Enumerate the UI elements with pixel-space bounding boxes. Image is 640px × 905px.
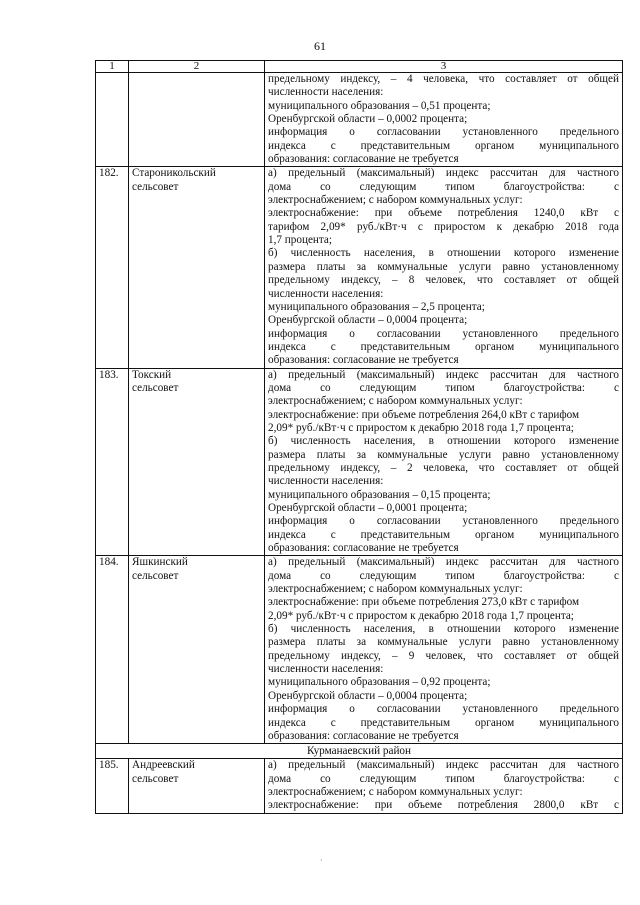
table-row-184	[96, 556, 623, 744]
description-line: индекса с представительным органом муниципального	[268, 716, 619, 729]
description-cell	[265, 73, 623, 167]
description-line: электроснабжением; с набором коммунальных услуг:	[268, 395, 523, 408]
description-line: предельному индексу, – 2 человека, что составляет от общей	[268, 461, 619, 474]
description-line: размера платы за коммунальные услуги равно установленному	[268, 636, 619, 649]
table-row-185	[96, 759, 623, 813]
header-col-1: 1	[96, 61, 129, 73]
description-line: а) предельный (максимальный) индекс рассчитан для частного	[268, 759, 619, 772]
table-row-183	[96, 368, 623, 556]
description-line: образования: согласование не требуется	[268, 354, 459, 367]
description-line: б) численность населения, в отношении которого изменение	[268, 435, 619, 448]
description-cell	[265, 167, 623, 368]
header-col-3: 3	[265, 61, 623, 73]
description-cell	[265, 368, 623, 556]
description-line: электроснабжением; с набором коммунальных услуг:	[268, 583, 523, 596]
description-line: электроснабжение: при объеме потребления 264,0 кВт с тарифом	[268, 408, 580, 421]
description-line: численности населения:	[268, 475, 384, 488]
settlement-name-line: Яшкинский	[132, 556, 188, 569]
description-line: 2,09* руб./кВт·ч с приростом к декабрю 2018 года 1,7 процента;	[268, 609, 574, 622]
description-line: размера платы за коммунальные услуги равно установленному	[268, 260, 619, 273]
settlement-name-line: Староникольский	[132, 167, 216, 180]
description-line: Оренбургской области – 0,0004 процента;	[268, 689, 468, 702]
settlement-name	[129, 368, 265, 556]
description-line: предельному индексу, – 4 человека, что составляет от общей	[268, 73, 619, 85]
description-line: образования: согласование не требуется	[268, 542, 459, 555]
description-line: дома со следующим типом благоустройства: с	[268, 381, 619, 394]
settlement-name	[129, 167, 265, 368]
row-number: 183.	[96, 368, 129, 556]
description-line: 1,7 процента;	[268, 234, 332, 247]
description-line: электроснабжением; с набором коммунальных услуг:	[268, 785, 523, 798]
description-line: образования: согласование не требуется	[268, 729, 459, 742]
description-line: Оренбургской области – 0,0001 процента;	[268, 502, 468, 514]
description-line: б) численность населения, в отношении которого изменение	[268, 247, 619, 260]
description-line: электроснабжение: при объеме потребления 2800,0 кВт с	[268, 799, 619, 812]
description-line: муниципального образования – 0,51 процента;	[268, 99, 491, 112]
description-cell	[265, 759, 623, 813]
settlement-name-line: Токский	[132, 368, 172, 381]
description-line: дома со следующим типом благоустройства: с	[268, 772, 619, 785]
settlement-name	[129, 556, 265, 744]
settlement-cell	[129, 73, 265, 167]
description-line: электроснабжением; с набором коммунальных услуг:	[268, 194, 523, 207]
settlement-name-line: Андреевский	[132, 759, 195, 772]
description-line: размера платы за коммунальные услуги равно установленному	[268, 448, 619, 461]
description-line: муниципального образования – 2,5 процента;	[268, 300, 485, 313]
description-line: предельному индексу, – 9 человек, что составляет от общей	[268, 649, 619, 662]
scan-dot: ·	[320, 856, 323, 865]
header-col-2: 2	[129, 61, 265, 73]
description-line: муниципального образования – 0,92 процента;	[268, 676, 491, 689]
settlement-name	[129, 759, 265, 813]
description-line: электроснабжение: при объеме потребления 1240,0 кВт с	[268, 207, 619, 220]
settlement-type-line: сельсовет	[132, 381, 179, 394]
description-line: электроснабжение: при объеме потребления 273,0 кВт с тарифом	[268, 596, 580, 609]
description-line: а) предельный (максимальный) индекс рассчитан для частного	[268, 368, 619, 381]
description-line: численности населения:	[268, 663, 384, 676]
page-number: 61	[314, 39, 326, 53]
district-row	[96, 744, 623, 759]
description-line: дома со следующим типом благоустройства: с	[268, 569, 619, 582]
description-cell	[265, 556, 623, 744]
settlement-type-line: сельсовет	[132, 180, 179, 193]
description-line: численности населения:	[268, 287, 384, 300]
continuation-row	[96, 73, 623, 167]
description-line: информация о согласовании установленного предельного	[268, 703, 619, 716]
settlement-type-line: сельсовет	[132, 569, 179, 582]
district-heading: Курманаевский район	[96, 744, 623, 759]
description-line: Оренбургской области – 0,0002 процента;	[268, 113, 468, 126]
index-table	[95, 60, 623, 814]
row-number: 184.	[96, 556, 129, 744]
description-line: информация о согласовании установленного предельного	[268, 126, 619, 139]
table-row-182	[96, 167, 623, 368]
description-line: численности населения:	[268, 86, 384, 99]
settlement-type-line: сельсовет	[132, 772, 179, 785]
description-line: индекса с представительным органом муниципального	[268, 139, 619, 152]
description-line: муниципального образования – 0,15 процента;	[268, 488, 491, 501]
description-line: а) предельный (максимальный) индекс рассчитан для частного	[268, 167, 619, 180]
description-line: образования: согласование не требуется	[268, 153, 459, 166]
description-line: 2,09* руб./кВт·ч с приростом к декабрю 2018 года 1,7 процента;	[268, 421, 574, 434]
table-header-row	[96, 61, 623, 73]
description-line: Оренбургской области – 0,0004 процента;	[268, 314, 468, 327]
description-line: тарифом 2,09* руб./кВт·ч с приростом к декабрю 2018 года	[268, 220, 619, 233]
description-line: б) численность населения, в отношении которого изменение	[268, 623, 619, 636]
row-number: 182.	[96, 167, 129, 368]
description-line: индекса с представительным органом муниципального	[268, 528, 619, 541]
description-line: предельному индексу, – 8 человек, что составляет от общей	[268, 274, 619, 287]
row-number-cell	[96, 73, 129, 167]
row-number: 185.	[96, 759, 129, 813]
description-line: индекса с представительным органом муниципального	[268, 340, 619, 353]
description-line: а) предельный (максимальный) индекс рассчитан для частного	[268, 556, 619, 569]
description-line: дома со следующим типом благоустройства: с	[268, 180, 619, 193]
description-line: информация о согласовании установленного предельного	[268, 515, 619, 528]
description-line: информация о согласовании установленного предельного	[268, 327, 619, 340]
